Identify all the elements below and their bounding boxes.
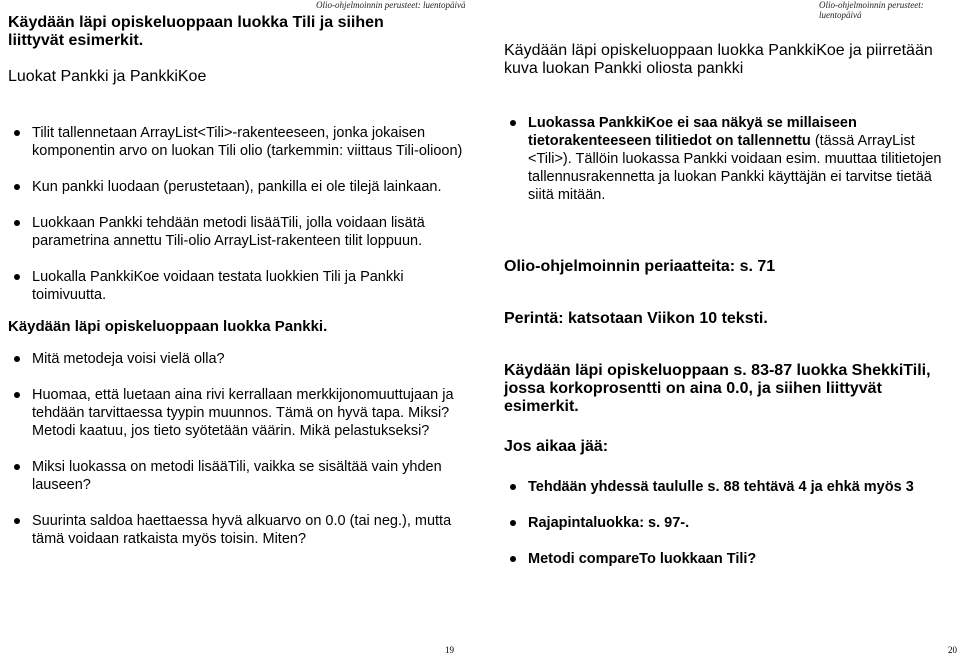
list-item: Kun pankki luodaan (perustetaan), pankilla ei ole tilejä lainkaan.: [8, 178, 470, 196]
checking-account-line: Käydään läpi opiskeluoppaan s. 83-87 luokka ShekkiTili, jossa korkoprosentti on aina 0.0, ja siihen liittyvät esimerkit.: [504, 362, 931, 415]
right-bullet-list-1: [504, 114, 954, 204]
right-title: Käydään läpi opiskeluoppaan luokka PankkiKoe ja piirretään kuva luokan Pankki oliosta pankki: [504, 42, 933, 77]
left-subtitle: Luokat Pankki ja PankkiKoe: [8, 68, 207, 85]
inheritance-line: Perintä: katsotaan Viikon 10 teksti.: [504, 310, 768, 327]
if-time-heading: Jos aikaa jää:: [504, 438, 609, 455]
list-item: Miksi luokassa on metodi lisääTili, vaikka se sisältää vain yhden lauseen?: [8, 458, 470, 494]
list-item: [504, 114, 954, 204]
list-item: Rajapintaluokka: s. 97-.: [504, 514, 924, 532]
list-item: Suurinta saldoa haettaessa hyvä alkuarvo on 0.0 (tai neg.), mutta tämä voidaan ratkaista myös toisin. Miten?: [8, 512, 470, 548]
bullet-text: (tässä ArrayList <Tili>). Tällöin luokassa Pankki voidaan esim. muuttaa tilitietojen tallennusrakennetta ja luokan Pankki käyttäjän ei tarvitse tietää siitä mitään.: [528, 133, 942, 203]
principles-line: Olio-ohjelmoinnin periaatteita: s. 71: [504, 258, 776, 275]
right-bullet-list-2: [504, 478, 924, 568]
left-bullet-list-2: [8, 350, 470, 548]
list-item: Tilit tallennetaan ArrayList<Tili>-rakenteeseen, jonka jokaisen komponentin arvo on luokan Tili olio (tarkemmin: viittaus Tili-olioon): [8, 124, 470, 160]
left-section-heading: Käydään läpi opiskeluoppaan luokka Pankki.: [8, 318, 328, 335]
list-item: Luokkaan Pankki tehdään metodi lisääTili, jolla voidaan lisätä parametrina annettu Tili-olio ArrayList-rakenteen tilit loppuun.: [8, 214, 470, 250]
list-item: Luokalla PankkiKoe voidaan testata luokkien Tili ja Pankki toimivuutta.: [8, 268, 470, 304]
left-page: [8, 14, 470, 548]
list-item: Metodi compareTo luokkaan Tili?: [504, 550, 924, 568]
page-header-left: Olio-ohjelmoinnin perusteet: luentopäivä: [316, 0, 466, 10]
list-item: Mitä metodeja voisi vielä olla?: [8, 350, 470, 368]
bullet-bold-text: Luokassa PankkiKoe ei saa näkyä se millaiseen tietorakenteeseen tilitiedot on tallennettu: [528, 115, 857, 149]
page-header-right: Olio-ohjelmoinnin perusteet: luentopäivä: [819, 0, 924, 20]
list-item: Huomaa, että luetaan aina rivi kerrallaan merkkijonomuuttujaan ja tehdään tarvittaessa tyypin muunnos. Tämä on hyvä tapa. Miksi? Metodi kaatuu, jos tieto syötetään väärin. Mikä pelastukseksi?: [8, 386, 470, 440]
page-number-right: 20: [948, 645, 957, 655]
page-number-left: 19: [445, 645, 454, 655]
left-bullet-list-1: [8, 124, 470, 304]
list-item: Tehdään yhdessä taululle s. 88 tehtävä 4 ja ehkä myös 3: [504, 478, 924, 496]
left-title: Käydään läpi opiskeluoppaan luokka Tili ja siihen liittyvät esimerkit.: [8, 14, 384, 49]
right-page: [504, 42, 954, 568]
